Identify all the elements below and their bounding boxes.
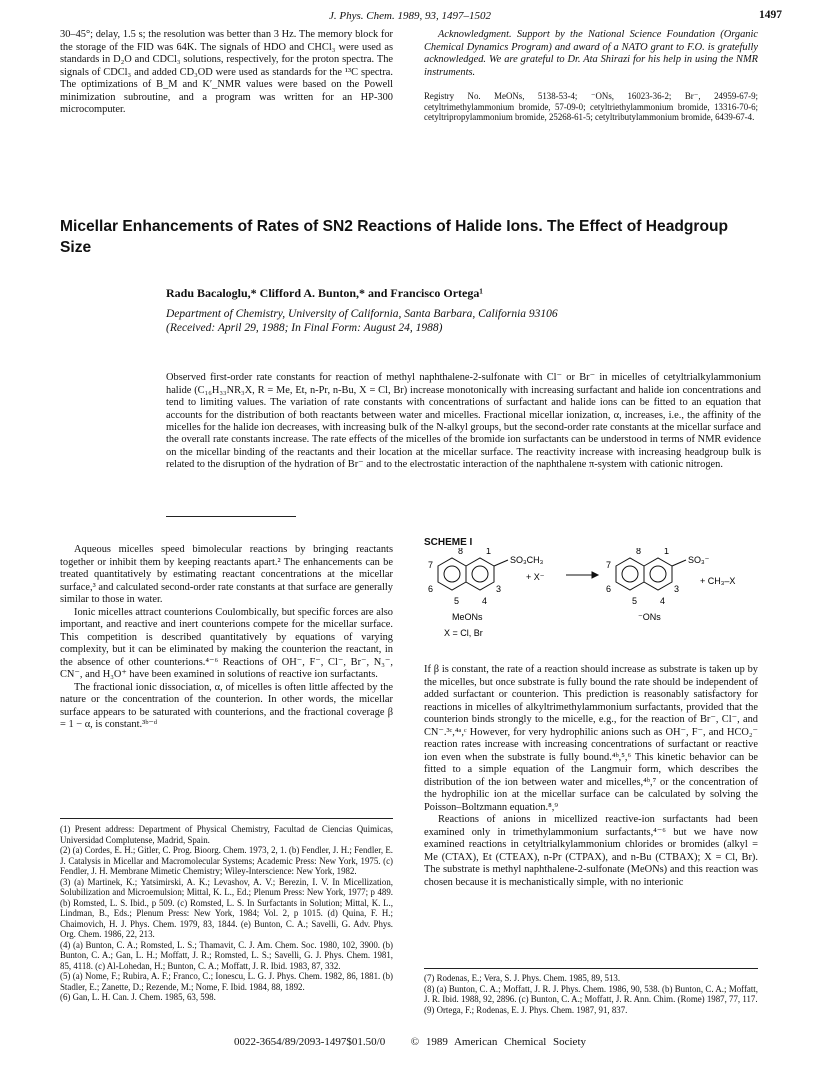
scheme-i-figure [424,548,760,658]
received-dates: (Received: April 29, 1988; In Final Form: August 24, 1988) [166,321,443,334]
footnote-7: (7) Rodenas, E.; Vera, S. J. Phys. Chem. 1985, 89, 513. [424,973,621,983]
left-footnotes [60,824,393,1003]
right-column [424,664,758,889]
halide-condition: X = Cl, Br [444,628,483,638]
ons-label: ⁻ONs [638,612,661,622]
page-number: 1497 [759,9,782,21]
body-paragraph-2: Reactions of anions in micellized reactive-ion surfactants had been examined only in trimethylammonium surfactants,⁴⁻⁶ but we have now examined reactions in cetyltrialkylammonium chlorides or bromides (alkyl = Me (CTAX), Et (CTEAX), n-Pr (CTPAX), and n-Bu (CTBAX); X = Cl, Br). The substrate is methyl naphthalene-2-sulfonate (MeONs) and this reaction was chosen because it is mechanistically simple, with no interionic [424,814,758,888]
affiliation-line: Department of Chemistry, University of California, Santa Barbara, California 93106 [166,308,558,320]
methyl-halide-product: + CH₃–X [700,576,736,586]
position-3-left: 3 [496,584,502,594]
methyl-sulfonate-group: SO₃CH₃ [510,555,544,565]
position-1-right: 1 [664,548,670,556]
sulfonate-group: SO₃⁻ [688,555,710,565]
position-6-right: 6 [606,584,612,594]
intro-paragraph-2: Ionic micelles attract counterions Coulombically, but specific forces are also important, and reactive and inert counterions compete for the micellar surface. This competition is described quantitatively by equations of varying complexity, but it can be eliminated by making the counterion the reactant, in the absence of other counterions.⁴⁻⁶ Reactions of OH⁻, F⁻, Cl⁻, Br⁻, N₃⁻, CN⁻, and H₃O⁺ have been examined in solutions of reactive ion surfactants. [60,606,393,680]
footnote-2: (2) (a) Cordes, E. H.; Gitler, C. Prog. Bioorg. Chem. 1973, 2, 1. (b) Fendler, J. H.; Fendler, E. J. Catalysis in Micellar and Macromolecular Systems; Academic Press: New York, 1975. (c) Fendler, J. H. Membrane Mimetic Chemistry; Wiley-Interscience: New York, 1982. [60,845,393,876]
reaction-arrow [566,572,598,578]
affiliation [166,308,766,335]
article-title: Micellar Enhancements of Rates of SN2 Reactions of Halide Ions. The Effect of Headgroup Size [60,218,729,256]
position-5-right: 5 [632,596,638,606]
article-code: 0022-3654/89/2093-1497$01.50/0 [233,1036,386,1048]
footnote-5: (5) (a) Nome, F.; Rubira, A. F.; Franco, C.; Ionescu, L. G. J. Phys. Chem. 1982, 86, 1881. (b) Stadler, E.; Zanette, D.; Rezende, M.; Nome, F. Ibid. 1984, 88, 1892. [60,971,393,992]
position-4-left: 4 [482,596,488,606]
position-3-right: 3 [674,584,680,594]
footnote-3: (3) (a) Martinek, K.; Yatsimirski, A. K.; Levashov, A. V.; Berezin, I. V. In Micellization, Solubilization and Microemulsion; Mittal, K. L., Ed.; Plenum Press: New York, 1977; p 489. (b) Romsted, L. S. Ibid., p 509. (c) Romsted, L. S. In Surfactants in Solution; Mittal, K. L., Lindman, B., Eds.; Plenum Press: New York, 1984; Vol. 2, p 1015. (d) Quina, F. H.; Chaimovich, H. J. Phys. Chem. 1979, 83, 1844. (e) Bunton, C. A.; Savelli, G. Adv. Phys. Org. Chem. 1986, 22, 213. [60,876,393,939]
position-7-right: 7 [606,560,612,570]
position-4-right: 4 [660,596,666,606]
position-8-left: 8 [458,548,464,556]
footnote-4: (4) (a) Bunton, C. A.; Romsted, L. S.; Thamavit, C. J. Am. Chem. Soc. 1980, 102, 3900. (b) Bunton, C. A.; Gan, L. H.; Moffatt, J. R.; Romsted, L. S.; Savelli, G. J. Phys. Chem. 1981, 85, 4118. (c) Al-Lohedan, H.; Bunton, C. A.; Moffatt, J. R. Ibid. 1983, 87, 332. [60,939,393,971]
position-1-left: 1 [486,548,492,556]
prior-methods-paragraph: 30–45°; delay, 1.5 s; the resolution was better than 3 Hz. The memory block for the storage of the FID was 64K. The signals of HDO and CHCl₃ were used as standards in D₂O and CDCl₃ solutions, respectively, for the proton spectra. The signals of CDCl₃ and added CD₃OD were used as standards for the ¹³C spectra. The optimizations of B_M and K′_NMR values were based on the Powell minimization subroutine, and a program was written for an HP-300 microcomputer. [60,29,393,115]
registry-numbers: Registry No. MeONs, 5138-53-4; ⁻ONs, 16023-36-2; Br⁻, 24959-67-9; cetyltrimethylammonium bromide, 57-09-0; cetyltriethylammonium bromide, 13316-70-6; cetyltripropylammonium bromide, 25268-61-5; cetyltributylammonium bromide, 6439-67-4. [424,91,758,122]
position-5-left: 5 [454,596,460,606]
body-paragraph-1: If β is constant, the rate of a reaction should increase as substrate is taken up by the micelles, but once substrate is fully bound the rate should be independent of added surfactant or counterion. This prediction is reasonably satisfactory for reactions in micelles of alkyltrimethylammonium surfactants, provided that the counterion binds strongly to the micelle, e.g., for the reaction of Br⁻, Cl⁻, and CN⁻.³ᶜ,⁴ᵃ,ᶜ However, for very hydrophilic anions such as OH⁻, F⁻, and HCO₂⁻ reaction rates increase with increasing concentrations of surfactant or reactive ion even when the substrate is fully bound.⁴ᵇ,⁵,⁶ This kinetic behavior can be fitted to a simple equation of the Langmuir form, which describes the distribution of the ion between water and micelles,⁴ᵇ,⁷ or the concentration of the hydrophilic ion at the micellar surface can be calculated by solving the Poisson–Boltzmann equation.⁸,⁹ [424,664,758,813]
authors: Radu Bacaloglu,* Clifford A. Bunton,* and Francisco Ortega¹ [166,286,483,300]
halide-reagent: + X⁻ [526,572,545,582]
running-head: J. Phys. Chem. 1989, 93, 1497–1502 [329,10,491,22]
position-6-left: 6 [428,584,434,594]
right-footnotes [424,973,758,1015]
copyright: © 1989 American Chemical Society [410,1036,586,1048]
footnote-6: (6) Gan, L. H. Can. J. Chem. 1985, 63, 598. [60,992,216,1002]
scheme-title: SCHEME I [424,537,473,548]
abstract: Observed first-order rate constants for reaction of methyl naphthalene-2-sulfonate with Cl⁻ or Br⁻ in micelles of cetyltrialkylammonium halide (C₁₆H₃₃NR₃X, R = Me, Et, n-Pr, n-Bu, X = Cl, Br) increase monotonically with increasing surfactant and halide ion concentrations and tend to limiting values. The variation of rate constants with concentrations of surfactant and halide ions can be fitted to an equation that accounts for the distribution of both reactants between water and micelles. Fractional micellar ionization, α, increases, i.e., the affinity of the micelles for the halide ion decreases, with increasing bulk of the N-alkyl groups, but the second-order rate constants at the micellar surface and the overall rate constants increase. The rate effects of the micelles of the bromide ion surfactants can be understood in terms of NMR evidence on the micellar binding of the reactants and their location at the micellar surface. The reactivity increase with increasing headgroup bulk is related to the disruption of the hydration of Br⁻ and to the electrostatic interaction of the naphthalene π-system with cationic nitrogen. [166,372,761,471]
left-column [60,544,393,732]
footnote-divider-right [424,968,758,969]
abstract-divider [166,516,296,517]
footnote-1: (1) Present address: Department of Physical Chemistry, Facultad de Ciencias Quimicas, Universidad Complutense, Madrid, Spain. [60,824,393,845]
position-7-left: 7 [428,560,434,570]
meons-label: MeONs [452,612,483,622]
intro-paragraph-1: Aqueous micelles speed bimolecular reactions by bringing reactants together or inhibit them by keeping reactants apart.² The enhancements can be treated quantitatively by estimating reactant concentrations at the micellar surface,³ and calculated second-order rate constants at that surface are generally similar to those in water. [60,544,393,605]
acknowledgment: Acknowledgment. Support by the National Science Foundation (Organic Chemical Dynamics Program) and award of a NATO grant to F.O. is gratefully acknowledged. We are grateful to Dr. Ata Shirazi for his help in using the NMR instruments. [424,29,758,78]
footnote-divider-left [60,818,393,819]
page-footer [0,1036,820,1048]
intro-paragraph-3: The fractional ionic dissociation, α, of micelles is often little affected by the nature or the concentration of the counterion. In other words, the micellar surface appears to be saturated with counterions, and the fractional coverage β = 1 − α, is constant.³ᵇ⁻ᵈ [60,681,393,730]
footnote-8: (8) (a) Bunton, C. A.; Moffatt, J. R. J. Phys. Chem. 1986, 90, 538. (b) Bunton, C. A.; Moffatt, J. R. Ibid. 1988, 92, 2896. (c) Bunton, C. A.; Moffatt, J. R. Ann. Chim. (Rome) 1987, 77, 117. [424,983,758,1004]
position-8-right: 8 [636,548,642,556]
footnote-9: (9) Ortega, F.; Rodenas, E. J. Phys. Chem. 1987, 91, 837. [424,1004,628,1015]
